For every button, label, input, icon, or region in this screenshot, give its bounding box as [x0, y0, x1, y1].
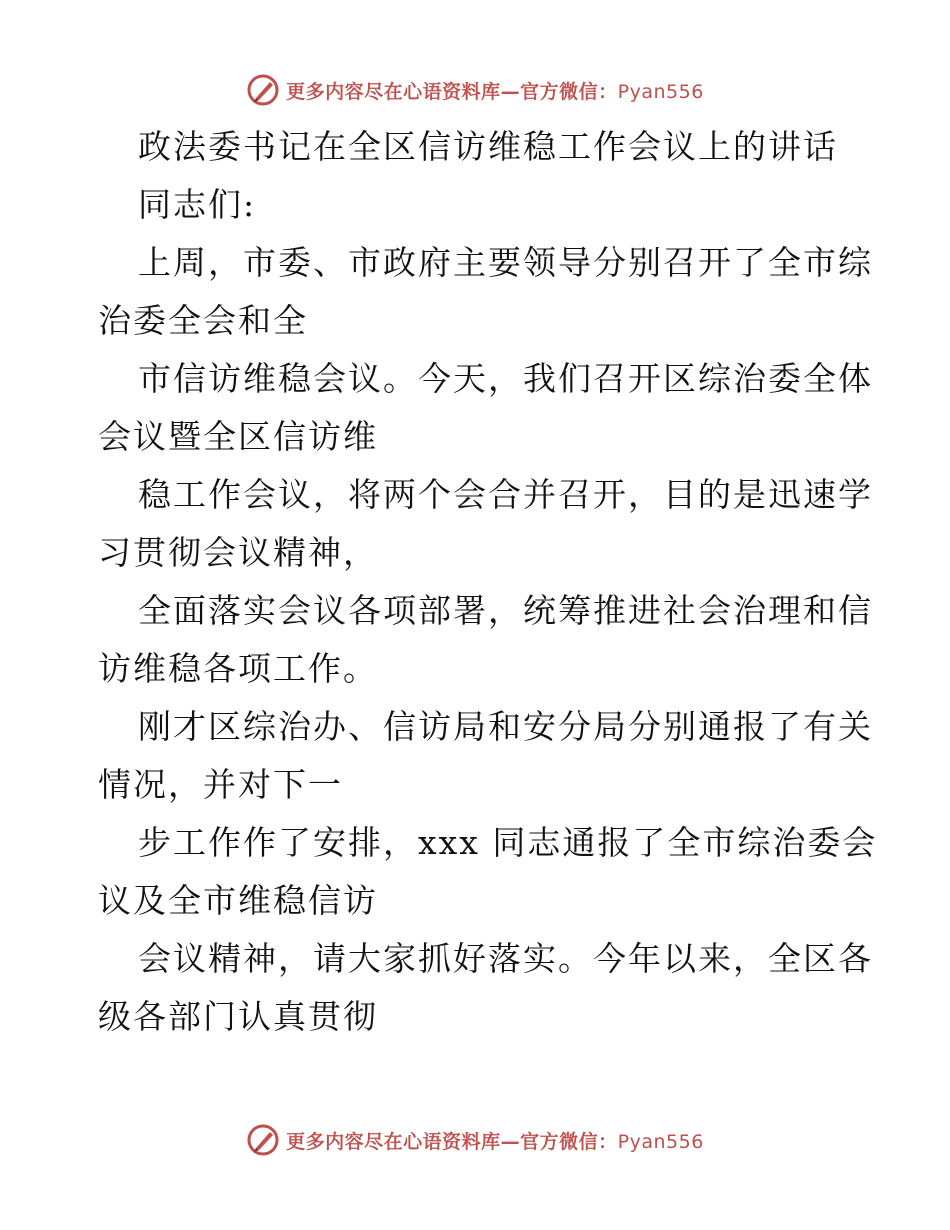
paragraph-line: 治委全会和全	[98, 301, 308, 340]
watermark-text	[286, 1127, 704, 1154]
paragraph-line: 会议暨全区信访维	[98, 417, 378, 456]
paragraph-line: 全面落实会议各项部署，统筹推进社会治理和信	[138, 591, 873, 630]
watermark-text	[286, 77, 704, 104]
watermark-label: 更多内容尽在心语资料库—官方微信：	[286, 80, 618, 103]
watermark-wechat-id: Pyan556	[617, 1130, 704, 1153]
header-watermark	[0, 70, 950, 110]
paragraph-line: 访维稳各项工作。	[98, 649, 378, 688]
paragraph-line: 步工作作了安排，xxx 同志通报了全市综治委会	[138, 823, 878, 862]
paragraph-line: 级各部门认真贯彻	[98, 997, 378, 1036]
paragraph-line: 稳工作会议，将两个会合并召开，目的是迅速学	[138, 475, 873, 514]
watermark-label: 更多内容尽在心语资料库—官方微信：	[286, 1130, 618, 1153]
paragraph-line: 会议精神，请大家抓好落实。今年以来，全区各	[138, 939, 873, 978]
paragraph-line: 情况，并对下一	[98, 765, 343, 804]
pen-logo-icon	[246, 1123, 280, 1157]
paragraph-line: 上周，市委、市政府主要领导分别召开了全市综	[138, 243, 873, 282]
paragraph-line: 议及全市维稳信访	[98, 881, 378, 920]
footer-watermark	[0, 1120, 950, 1160]
document-title: 政法委书记在全区信访维稳工作会议上的讲话	[138, 127, 838, 166]
pen-logo-icon	[246, 73, 280, 107]
document-body	[98, 118, 878, 1046]
paragraph-line: 刚才区综治办、信访局和安分局分别通报了有关	[138, 707, 873, 746]
paragraph-line: 市信访维稳会议。今天，我们召开区综治委全体	[138, 359, 873, 398]
paragraph-line: 习贯彻会议精神，	[98, 533, 378, 572]
salutation: 同志们:	[138, 185, 257, 224]
watermark-wechat-id: Pyan556	[617, 80, 704, 103]
